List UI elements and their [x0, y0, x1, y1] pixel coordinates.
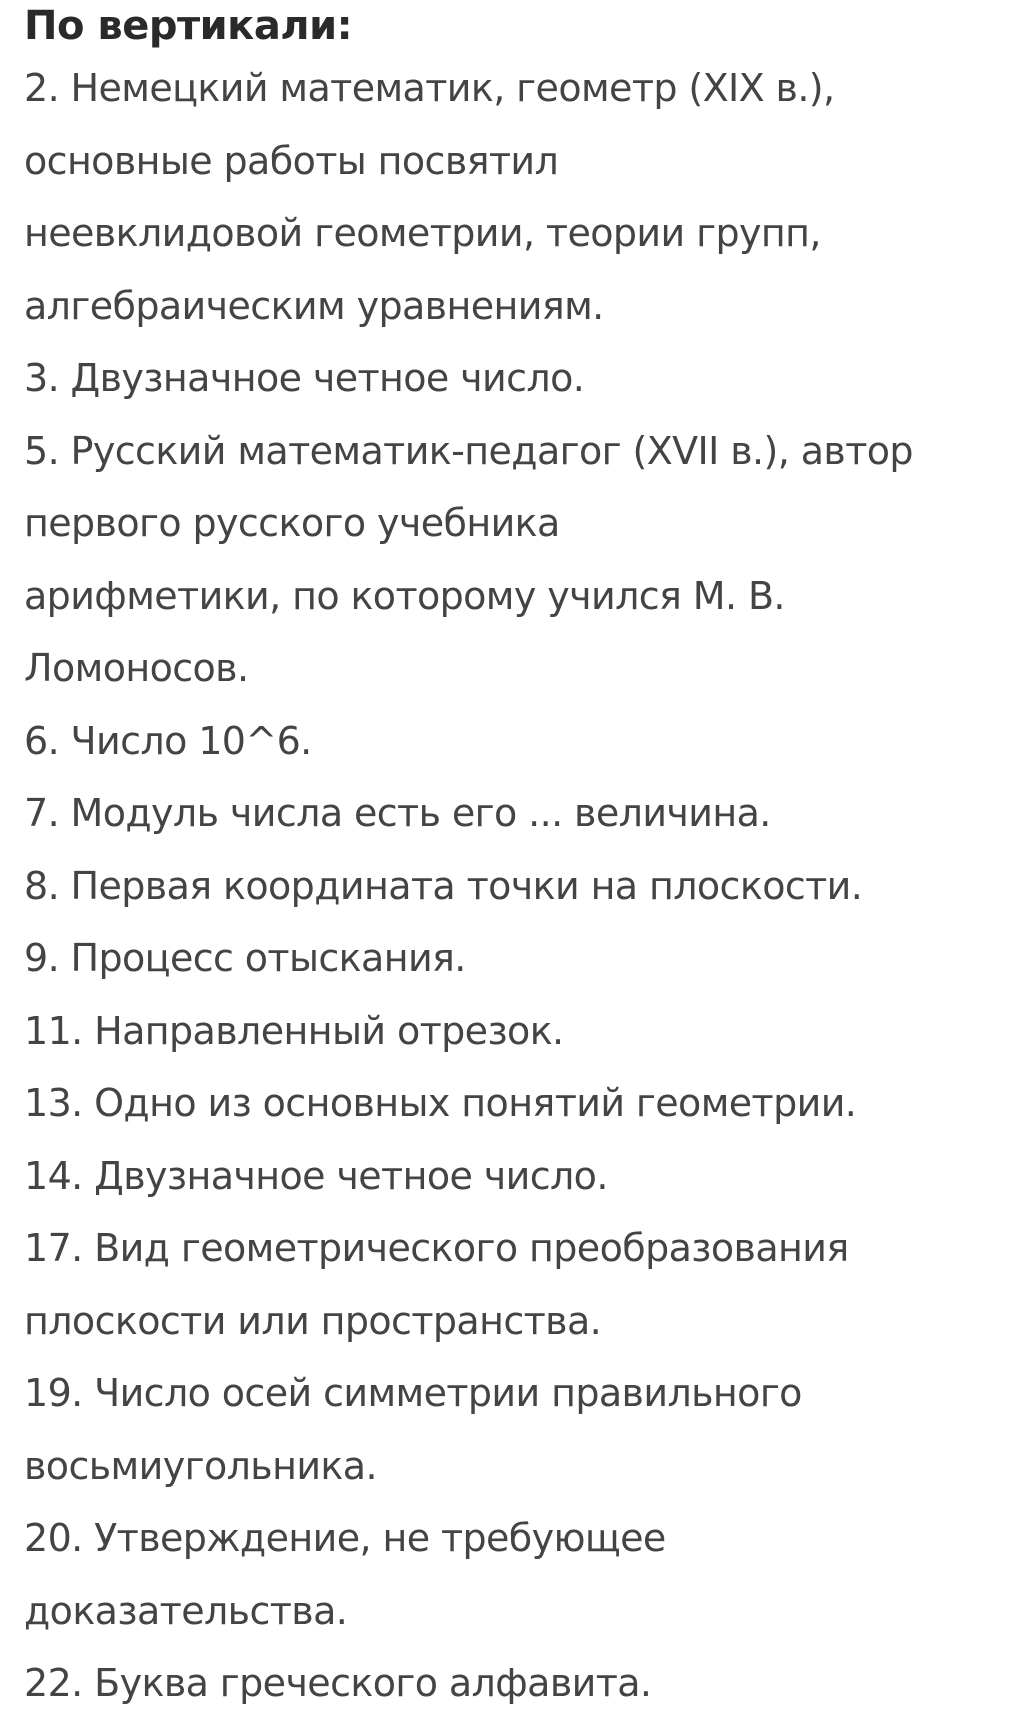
clue-line: доказательства.	[24, 1588, 348, 1633]
clue-line: основные работы посвятил	[24, 138, 559, 183]
clue-line: 5. Русский математик-педагог (XVII в.), автор	[24, 428, 913, 473]
section-heading: По вертикали:	[24, 3, 353, 49]
clue-line: 19. Число осей симметрии правильного	[24, 1371, 802, 1415]
clue-list	[24, 52, 1004, 1720]
clue-line: 13. Одно из основных понятий геометрии.	[24, 1081, 857, 1125]
clue-line: неевклидовой геометрии, теории групп,	[24, 211, 821, 255]
clue-line: 3. Двузначное четное число.	[24, 356, 585, 400]
clue-line: 11. Направленный отрезок.	[24, 1008, 564, 1053]
clue-line: плоскости или пространства.	[24, 1298, 602, 1343]
clue-line: 7. Модуль числа есть его ... величина.	[24, 791, 771, 835]
clue-line: 9. Процесс отыскания.	[24, 936, 466, 980]
clue-line: алгебраическим уравнениям.	[24, 283, 604, 328]
clue-line: 14. Двузначное четное число.	[24, 1153, 608, 1198]
clue-line: первого русского учебника	[24, 501, 560, 545]
crossword-clues-document	[24, 0, 1004, 1720]
clue-line: арифметики, по которому учился М. В.	[24, 573, 785, 618]
clue-line: 2. Немецкий математик, геометр (XIX в.),	[24, 66, 835, 110]
clue-line: восьмиугольника.	[24, 1443, 377, 1488]
clue-line: 8. Первая координата точки на плоскости.	[24, 863, 863, 908]
clue-line: 17. Вид геометрического преобразования	[24, 1226, 849, 1270]
clue-line: 22. Буква греческого алфавита.	[24, 1661, 652, 1705]
clue-line: Ломоносов.	[24, 646, 249, 690]
clue-line: 6. Число 10^6.	[24, 718, 312, 763]
clue-line: 20. Утверждение, не требующее	[24, 1516, 666, 1560]
